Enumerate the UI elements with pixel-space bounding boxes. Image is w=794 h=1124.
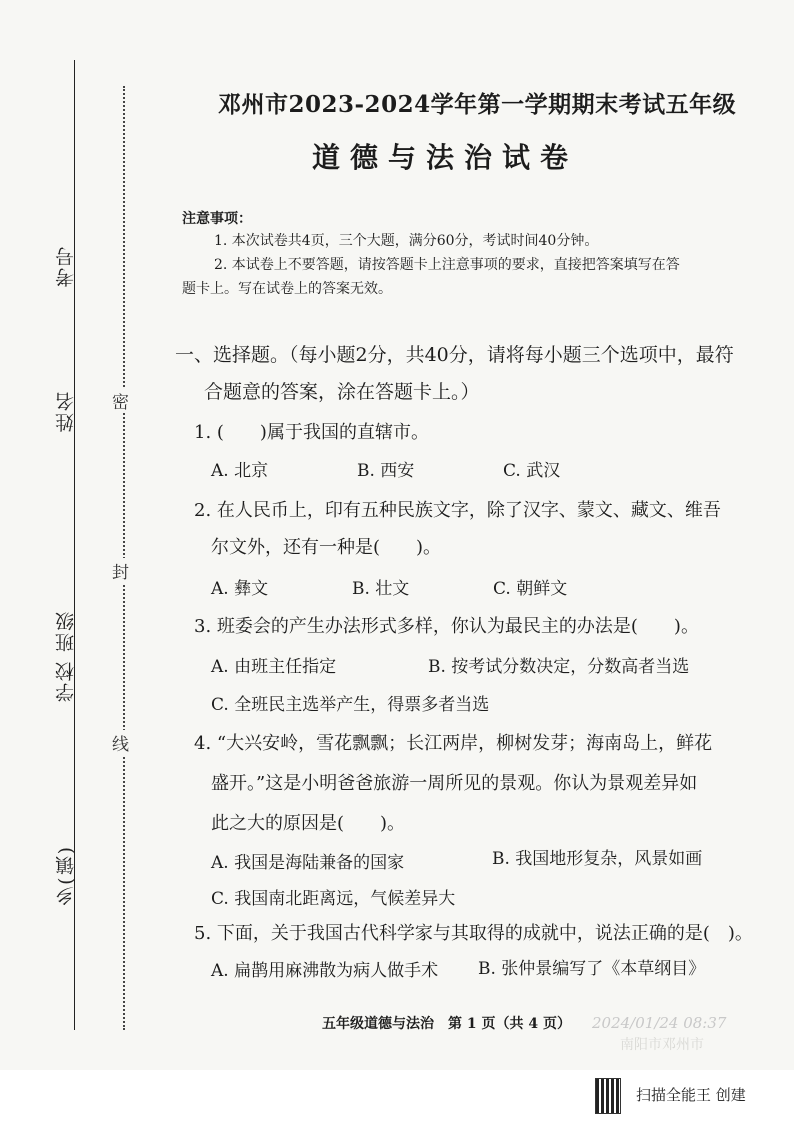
q1-stem: 1. ( )属于我国的直辖市。: [194, 422, 429, 443]
q1-option-c: C. 武汉: [503, 461, 561, 481]
q2-option-c: C. 朝鲜文: [493, 579, 568, 599]
q4-stem-line1: 4. “大兴安岭，雪花飘飘；长江两岸，柳树发芽；海南岛上，鲜花: [194, 733, 713, 754]
q2-stem-line2: 尔文外，还有一种是( )。: [211, 537, 442, 558]
scanner-watermark: 扫描全能王 创建: [636, 1086, 746, 1104]
photo-location: 南阳市邓州市: [620, 1037, 704, 1053]
class-label: 班级: [55, 610, 77, 652]
q4-option-a: A. 我国是海陆兼备的国家: [211, 853, 405, 873]
q1-option-a: A. 北京: [211, 461, 269, 481]
seal-char-feng: 封: [112, 558, 129, 583]
photo-timestamp: 2024/01/24 08:37: [592, 1014, 727, 1032]
q4-option-c: C. 我国南北距离远，气候差异大: [211, 889, 456, 909]
q3-option-a: A. 由班主任指定: [211, 657, 337, 677]
q4-stem-line2: 盛开。”这是小明爸爸旅游一周所见的景观。你认为景观差异如: [211, 773, 698, 794]
page-footer: 五年级道德与法治 第 1 页（共 4 页）: [322, 1016, 571, 1032]
q4-stem-line3: 此之大的原因是( )。: [211, 813, 406, 834]
section1-heading-line1: 一、选择题。（每小题2分，共40分，请将每小题三个选项中，最符: [175, 344, 734, 366]
exam-number-label: 考号: [55, 245, 77, 287]
notice-item-2-line2: 题卡上。写在试卷上的答案无效。: [182, 281, 392, 297]
q5-option-a: A. 扁鹊用麻沸散为病人做手术: [211, 961, 439, 981]
q5-option-b: B. 张仲景编写了《本草纲目》: [478, 959, 706, 979]
q3-stem: 3. 班委会的产生办法形式多样，你认为最民主的办法是( )。: [194, 616, 699, 637]
seal-char-mi: 密: [112, 388, 129, 413]
q5-stem: 5. 下面，关于我国古代科学家与其取得的成就中，说法正确的是( )。: [194, 923, 753, 944]
section1-heading-line2: 合题意的答案，涂在答题卡上。）: [204, 381, 480, 403]
notice-item-2-line1: 2. 本试卷上不要答题，请按答题卡上注意事项的要求，直接把答案填写在答: [214, 257, 680, 273]
q2-option-b: B. 壮文: [352, 579, 410, 599]
qr-code-icon: [595, 1078, 621, 1114]
notice-heading: 注意事项：: [182, 211, 252, 227]
exam-title-line2: 道德与法治试卷: [312, 141, 579, 174]
q2-stem-line1: 2. 在人民币上，印有五种民族文字，除了汉字、蒙文、藏文、维吾: [194, 500, 721, 521]
q4-option-b: B. 我国地形复杂，风景如画: [492, 849, 703, 869]
town-label: 乡(镇): [55, 845, 77, 906]
school-label: 学校: [55, 660, 77, 702]
name-label: 姓名: [55, 390, 77, 432]
q2-option-a: A. 彝文: [211, 579, 269, 599]
q3-option-c: C. 全班民主选举产生，得票多者当选: [211, 695, 490, 715]
q3-option-b: B. 按考试分数决定，分数高者当选: [428, 657, 690, 677]
notice-item-1: 1. 本次试卷共4页，三个大题，满分60分，考试时间40分钟。: [214, 233, 599, 249]
exam-title-line1: 邓州市2023-2024学年第一学期期末考试五年级: [218, 91, 737, 118]
seal-char-xian: 线: [112, 730, 129, 755]
q1-option-b: B. 西安: [357, 461, 415, 481]
